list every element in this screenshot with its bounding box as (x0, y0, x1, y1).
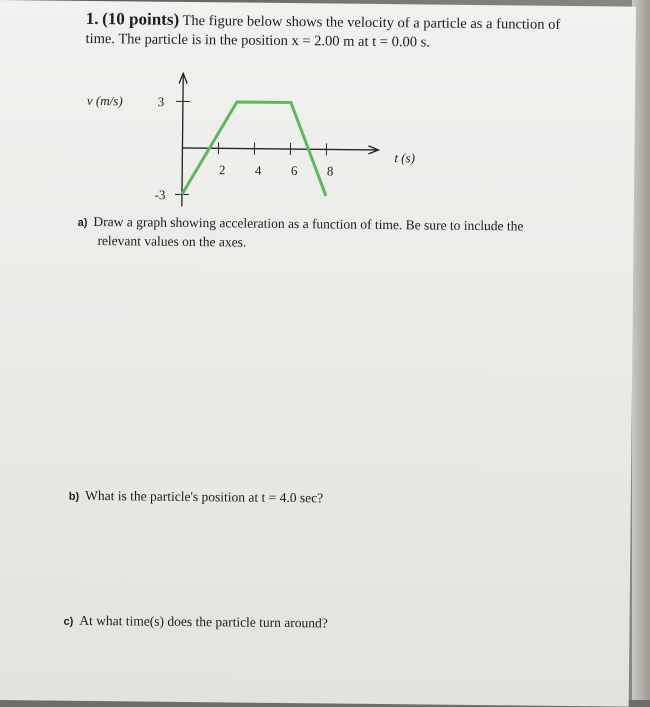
part-c-letter: c) (63, 616, 73, 628)
question-points: (10 points) (102, 9, 179, 29)
x-tick-label: 4 (255, 163, 262, 178)
part-c-text: At what time(s) does the particle turn around? (79, 613, 328, 631)
question-text-line-1: The figure below shows the velocity of a particle as a function of (182, 13, 560, 33)
y-axis-line (182, 75, 183, 206)
question-text-line-2: time. The particle is in the position x = 2.00 m at t = 0.00 s. (86, 31, 430, 51)
part-c (63, 612, 543, 636)
part-a-letter: a) (78, 217, 88, 229)
question-number: 1. (86, 9, 99, 28)
x-tick-label: 8 (327, 163, 334, 178)
part-a (77, 213, 557, 254)
part-b (69, 487, 549, 511)
part-a-text-line-2: relevant values on the axes. (77, 232, 557, 254)
x-tick-label: 6 (291, 163, 298, 178)
x-tick-label: 2 (219, 162, 226, 177)
y-axis-label: v (m/s) (87, 93, 123, 108)
y-tick-label: 3 (158, 94, 165, 109)
part-b-letter: b) (69, 491, 80, 503)
axes (175, 73, 379, 208)
x-axis-label: t (s) (394, 150, 415, 165)
part-b-text: What is the particle's position at t = 4.0 sec? (85, 488, 323, 505)
y-tick-label: -3 (154, 187, 165, 202)
part-a-text-line-1: Draw a graph showing acceleration as a function of time. Be sure to include the (93, 214, 523, 234)
x-axis-line (182, 148, 376, 150)
